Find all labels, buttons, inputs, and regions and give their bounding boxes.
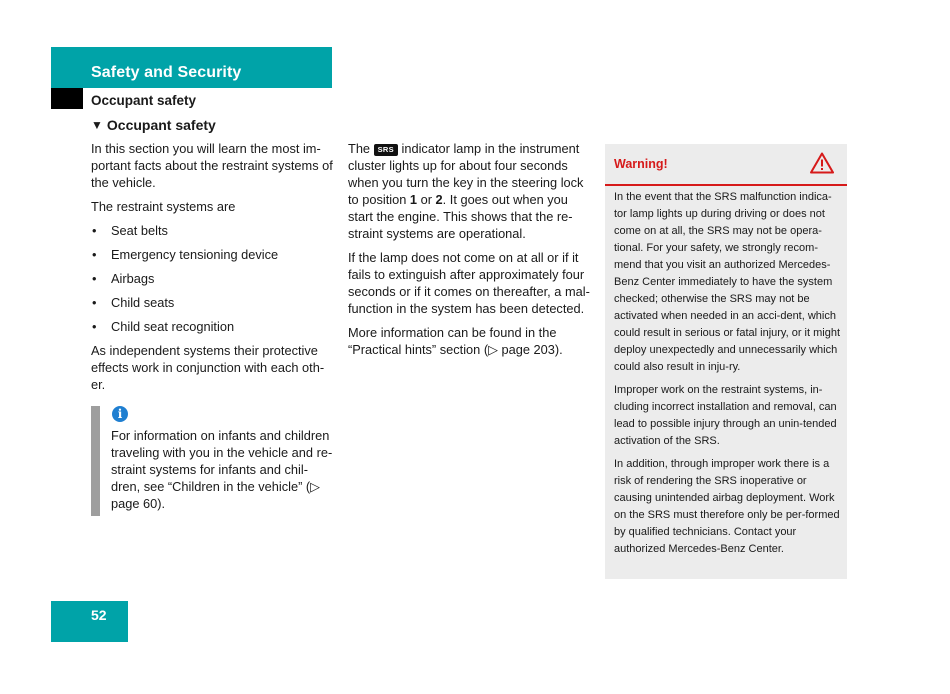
list-item: • Emergency tensioning device (91, 246, 333, 263)
warning-title: Warning! (614, 157, 668, 171)
warning-box (605, 144, 847, 579)
restraint-systems-list (91, 222, 333, 335)
chapter-title: Safety and Security (91, 64, 242, 81)
intro-paragraph: In this section you will learn the most im-portant facts about the restraint systems of the vehicle. (91, 141, 333, 190)
chapter-header (51, 47, 332, 88)
systems-intro: The restraint systems are (91, 199, 236, 214)
position-1: 1 (409, 192, 418, 207)
section-heading (91, 117, 216, 133)
text-run: The (348, 141, 371, 156)
info-note-bar (91, 406, 100, 516)
position-2: 2 (435, 192, 443, 207)
closing-paragraph: As independent systems their protective effects work in conjunction with each oth-er. (91, 343, 325, 392)
section-heading-text: Occupant safety (106, 117, 216, 133)
list-item: • Airbags (91, 270, 333, 287)
more-info-paragraph: More information can be found in the “Practical hints” section (▷ page 203). (348, 325, 563, 357)
column-left (91, 140, 333, 400)
list-item: • Child seats (91, 294, 333, 311)
page-number: 52 (91, 607, 107, 623)
info-icon: i (112, 406, 128, 422)
warning-paragraph: In the event that the SRS malfunction indica-tor lamp lights up during driving or does not come on at all, the SRS may not be opera-tional. For your safety, we strongly recom-mend that you visit an authorized Mercedes-Benz Center immediately to have the system checked; otherwise the SRS may not be activated when needed in an acci-dent, which could result in serious or fatal injury, or it might deploy unexpectedly and unnecessarily which could also result in inju-ry. (614, 191, 840, 373)
info-note-text: For information on infants and children traveling with you in the vehicle and re-straint systems for infants and chil-dren, see “Children in the vehicle” (▷ page 60). (111, 428, 333, 511)
srs-lamp-paragraph (348, 140, 592, 242)
list-item: • Seat belts (91, 222, 333, 239)
warning-paragraph: In addition, through improper work there is a risk of rendering the SRS inoperative or causing unintended airbag deployment. Work on the SRS must therefore only be per-formed by qualified technicians. Contact your authorized Mercedes-Benz Center. (614, 458, 840, 555)
text-run: or (420, 192, 432, 207)
malfunction-paragraph: If the lamp does not come on at all or if it fails to extinguish after approximately four seconds or if it comes on thereafter, a mal-function in the system has been detected. (348, 250, 590, 316)
list-item: • Child seat recognition (91, 318, 333, 335)
column-middle (348, 140, 592, 365)
subsection-title: Occupant safety (91, 93, 197, 108)
warning-divider (605, 184, 847, 186)
srs-indicator-icon: SRS (374, 144, 398, 156)
section-tab-marker (51, 88, 83, 109)
text-run: . It goes out when you start the engine. This shows that the re-straint systems are operational. (348, 192, 573, 241)
warning-paragraph: Improper work on the restraint systems, in-cluding incorrect installation and removal, can lead to possible injury through an unin-tended activation of the SRS. (614, 384, 837, 447)
warning-body (614, 189, 842, 564)
triangle-down-icon: ▼ (91, 118, 103, 132)
info-note (91, 406, 335, 516)
warning-triangle-icon (810, 152, 834, 174)
text-run: indicator lamp in the instrument cluster lights up for about four seconds when you turn the key in the steering lock to position (348, 141, 584, 207)
page-number-box (51, 601, 128, 642)
warning-header (605, 144, 847, 184)
